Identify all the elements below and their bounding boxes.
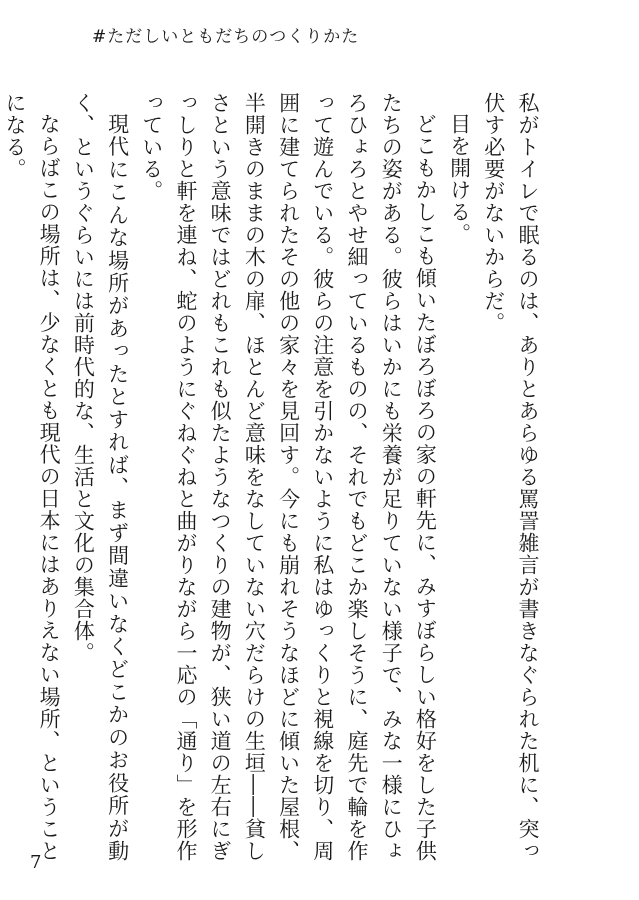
paragraph: 現代にこんな場所があったとすれば、まず間違いなくどこかのお役所が動く、というぐらいには前時代的な、生活と文化の集合体。 — [71, 92, 130, 862]
paragraph: ならばこの場所は、少なくとも現代の日本にはありえない場所、ということになる。 — [2, 92, 62, 862]
paragraph: 目を開ける。 — [447, 113, 472, 245]
body-text — [2, 92, 545, 862]
paragraph: 私がトイレで眠るのは、ありとあらゆる罵詈雑言が書きなぐられた机に、突っ伏す必要がないからだ。 — [481, 92, 540, 862]
paragraph: どこもかしこも傾いたぼろぼろの家の軒先に、みすぼらしい格好をした子供たちの姿がある。彼らはいかにも栄養が足りていない様子で、みな一様にひょろひょろとやせ細っているものの、それでもどこか楽しそうに、庭先で輪を作って遊んでいる。彼らの注意を引かないように私はゆっくりと視線を切り、周囲に建てられたその他の家々を見回す。今にも崩れそうなほどに傾いた屋根、半開きのままの木の扉、ほとんど意味をなしていない穴だらけの生垣――貧しさという意味ではどれもこれも似たようなつくりの建物が、狭い道の左右にぎっしりと軒を連ね、蛇のようにぐねぐねと曲がりながら一応の「通り」を形作っている。 — [139, 92, 438, 862]
page-number: 7 — [30, 852, 42, 873]
running-head: #ただしいともだちのつくりかた — [92, 27, 360, 47]
